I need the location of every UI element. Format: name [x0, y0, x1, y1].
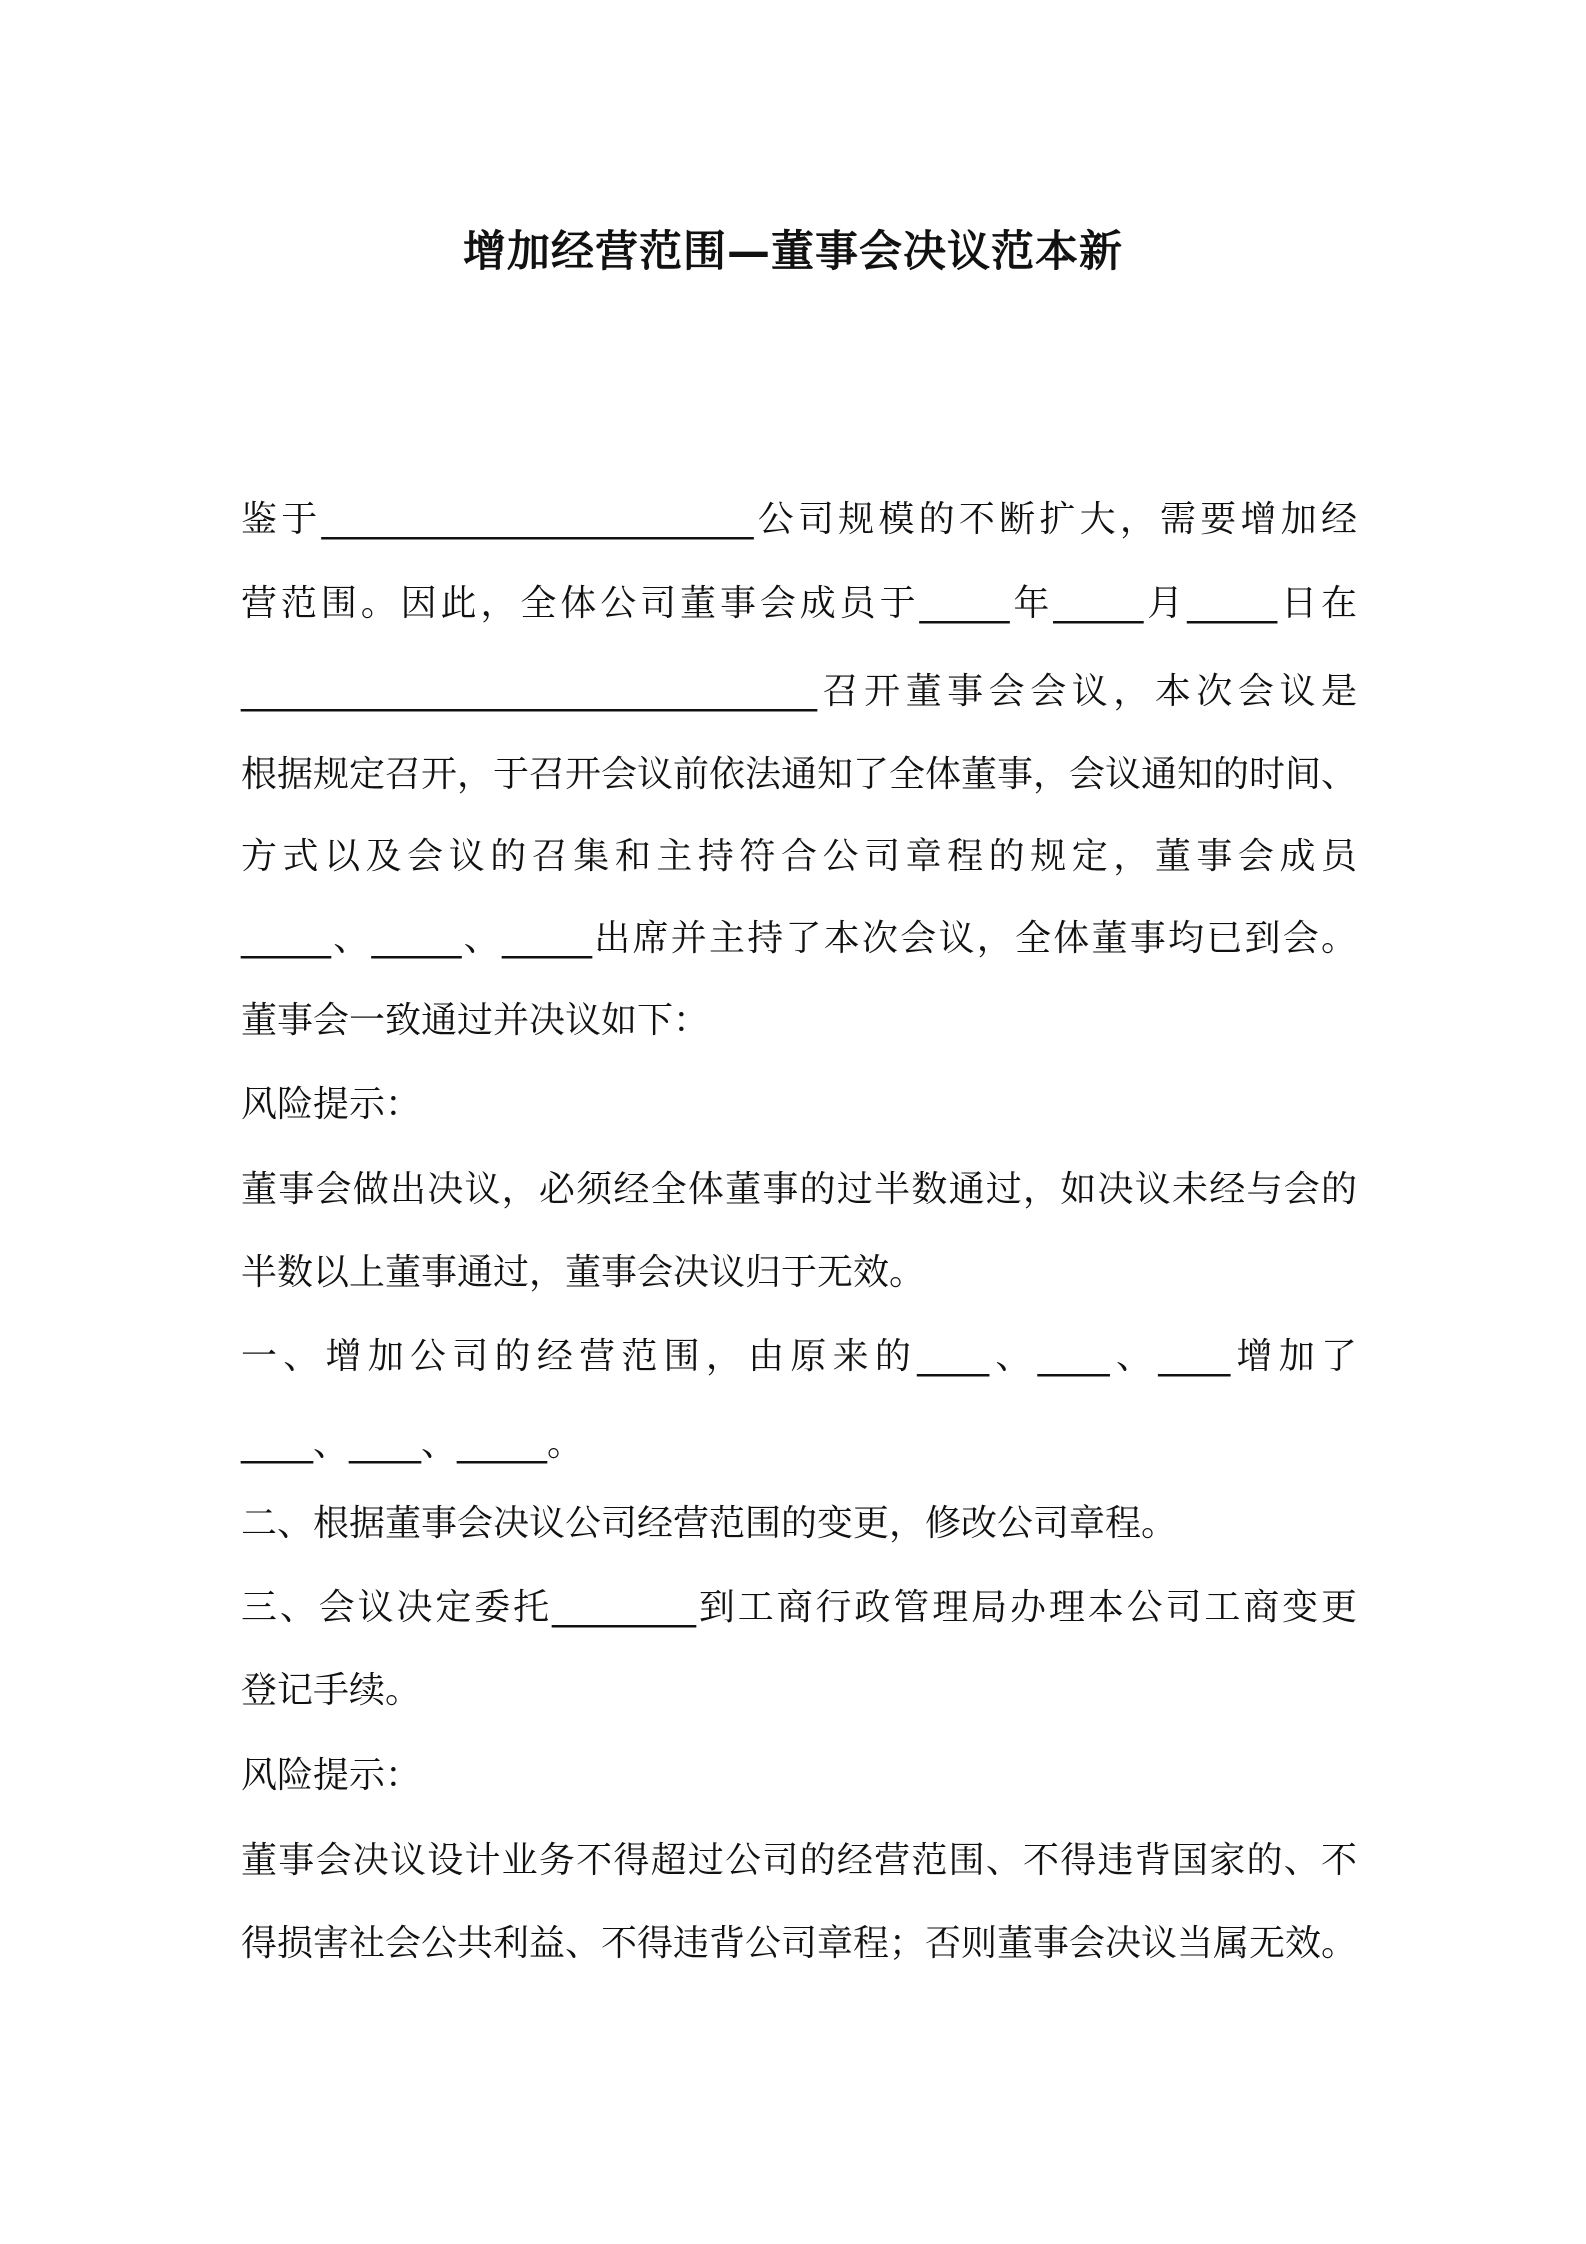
body-line: 董事会一致通过并决议如下：: [241, 1000, 710, 1041]
body-line: ________________________________召开董事会会议，本次会议是: [241, 671, 1357, 712]
body-line: 鉴于________________________公司规模的不断扩大，需要增加经: [241, 499, 1357, 540]
body-line: 根据规定召开，于召开会议前依法通知了全体董事，会议通知的时间、: [241, 754, 1358, 795]
risk-note-heading: 风险提示：: [241, 1755, 422, 1796]
resolution-item-2: 二、根据董事会决议公司经营范围的变更，修改公司章程。: [241, 1503, 1178, 1544]
body-line: 半数以上董事通过，董事会决议归于无效。: [241, 1252, 926, 1293]
resolution-item-3: 三、会议决定委托________到工商行政管理局办理本公司工商变更: [241, 1587, 1357, 1628]
body-line: 营范围。因此，全体公司董事会成员于_____年_____月_____日在: [241, 583, 1357, 624]
resolution-item-1: 一、增加公司的经营范围，由原来的____、____、____增加了: [241, 1336, 1357, 1377]
risk-note-heading: 风险提示：: [241, 1084, 422, 1125]
body-line: _____、_____、_____出席并主持了本次会议，全体董事均已到会。: [241, 918, 1357, 959]
body-line: 登记手续。: [241, 1670, 422, 1711]
document-title: 增加经营范围—董事会决议范本新: [463, 227, 1123, 277]
body-line: 董事会决议设计业务不得超过公司的经营范围、不得违背国家的、不: [241, 1840, 1357, 1881]
body-line: 得损害社会公共利益、不得违背公司章程；否则董事会决议当属无效。: [241, 1923, 1358, 1964]
body-line: 方式以及会议的召集和主持符合公司章程的规定，董事会成员: [241, 836, 1357, 877]
body-line: ____、____、_____。: [241, 1423, 583, 1464]
body-line: 董事会做出决议，必须经全体董事的过半数通过，如决议未经与会的: [241, 1169, 1357, 1210]
